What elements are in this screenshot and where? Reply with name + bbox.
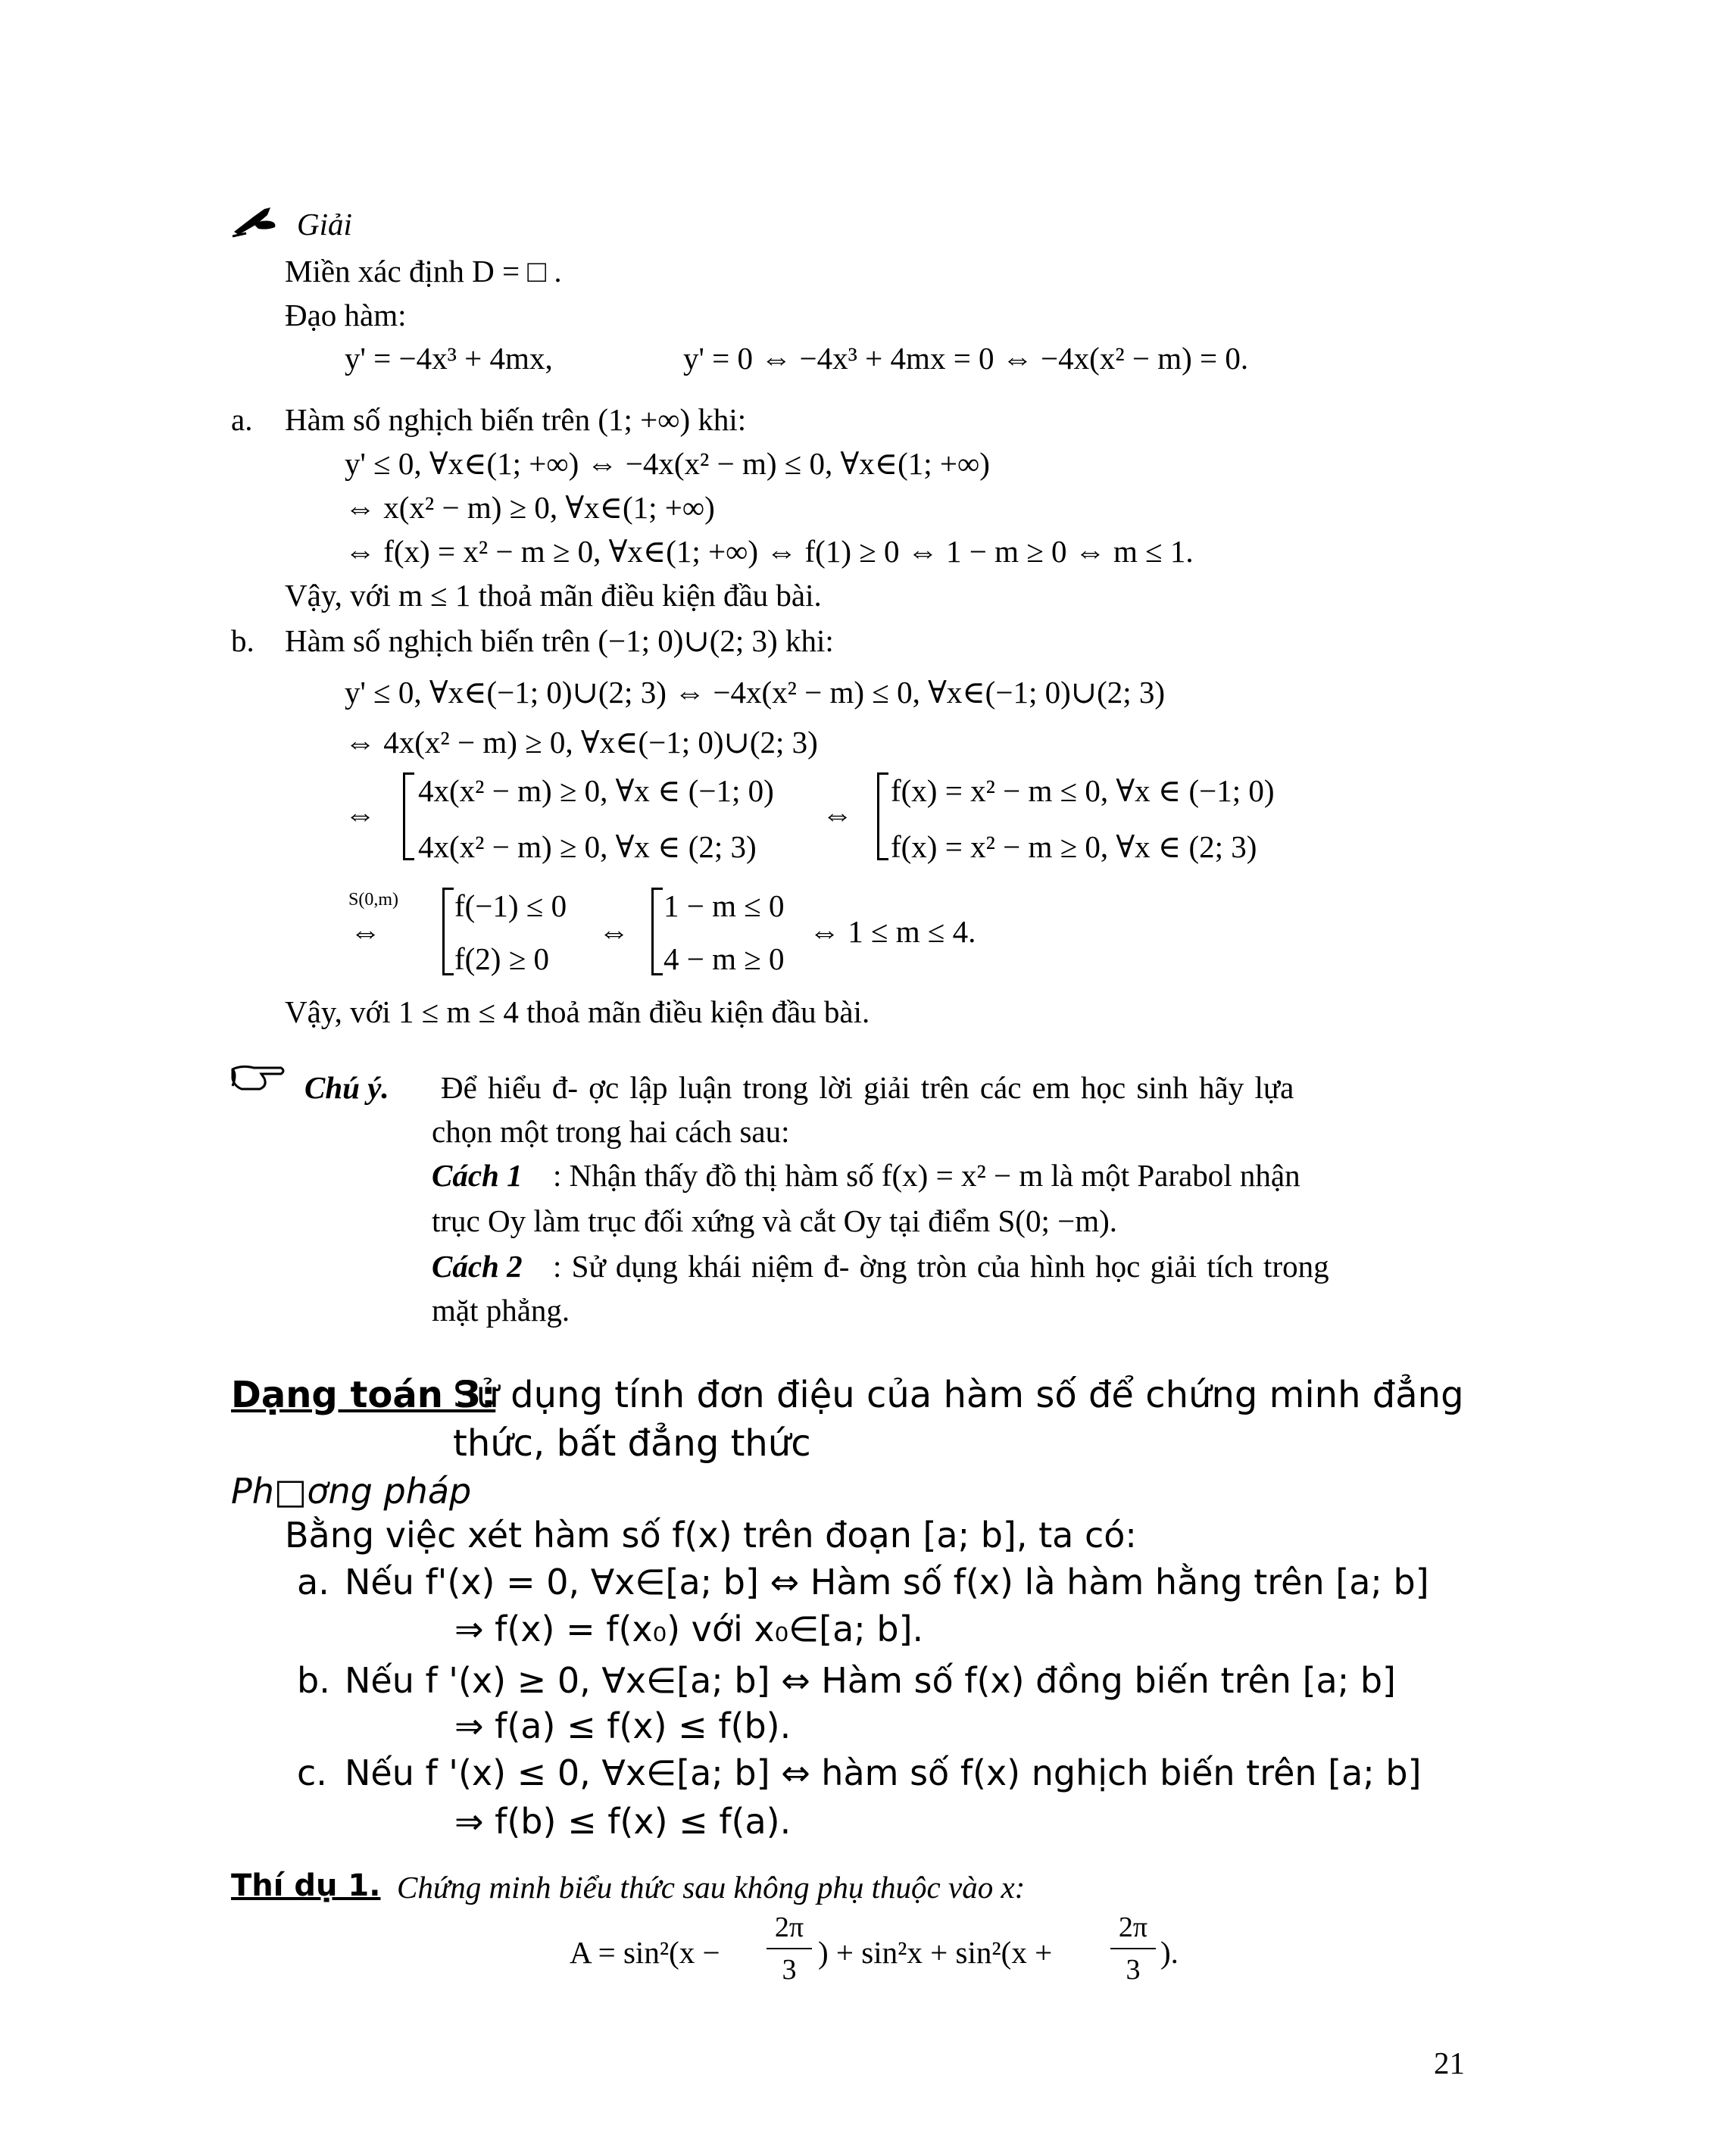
note-label: Chú ý.: [304, 1070, 389, 1105]
method1-label: Cách 1: [432, 1158, 523, 1193]
formula-part-c: ).: [1160, 1935, 1179, 1970]
derivative-label: Đạo hàm:: [285, 298, 407, 332]
example-statement: Chứng minh biểu thức sau không phụ thuộc vào x:: [397, 1870, 1026, 1905]
case-b-label: b.: [297, 1660, 330, 1701]
method2-line1: : Sử dụng khái niệm đ- ờng tròn của hình học giải tích trong: [553, 1249, 1329, 1284]
derivative-zero-formula: y' = 0 ⇔ −4x³ + 4mx = 0 ⇔ −4x(x² − m) = 0.: [683, 341, 1249, 376]
part-a-intro: Hàm số nghịch biến trên (1; +∞) khi:: [285, 402, 747, 437]
case-c-line1: Nếu f '(x) ≤ 0, ∀x∈[a; b] ⇔ hàm số f(x) nghịch biến trên [a; b]: [345, 1752, 1422, 1793]
s-label: S(0,m): [348, 890, 398, 910]
system-brace: [442, 888, 454, 975]
part-a-conclusion: Vậy, với m ≤ 1 thoả mãn điều kiện đầu bài.: [285, 578, 822, 613]
writing-hand-icon: [231, 203, 279, 238]
case-c-label: c.: [297, 1752, 327, 1793]
method2-line2: mặt phẳng.: [432, 1293, 570, 1328]
case-b-line2: ⇒ f(a) ≤ f(x) ≤ f(b).: [454, 1705, 792, 1746]
iff-symbol: ⇔: [598, 914, 629, 949]
method2-label: Cách 2: [432, 1249, 523, 1284]
part-a-line1: y' ≤ 0, ∀x∈(1; +∞) ⇔ −4x(x² − m) ≤ 0, ∀x∈(1; +∞): [345, 446, 990, 481]
fraction-two-pi-over-three: [1110, 1913, 1156, 1984]
section-title-line2: thức, bất đẳng thức: [453, 1422, 811, 1465]
part-b-line1: y' ≤ 0, ∀x∈(−1; 0)∪(2; 3) ⇔ −4x(x² − m) ≤ 0, ∀x∈(−1; 0)∪(2; 3): [345, 675, 1166, 710]
part-b-conclusion: Vậy, với 1 ≤ m ≤ 4 thoả mãn điều kiện đầu bài.: [285, 994, 870, 1029]
iff-symbol: ⇔: [350, 914, 381, 949]
formula-part-a: A = sin²(x −: [570, 1935, 720, 1970]
fraction-two-pi-over-three: [767, 1913, 812, 1984]
case-a-label: a.: [297, 1562, 329, 1602]
part-b-label: b.: [231, 623, 254, 658]
iff-symbol: ⇔: [822, 797, 853, 832]
system1-row1: 4x(x² − m) ≥ 0, ∀x ∈ (−1; 0): [418, 773, 774, 808]
fraction-denominator: 3: [1126, 1954, 1141, 1986]
method-intro: Bằng việc xét hàm số f(x) trên đoạn [a; b], ta có:: [285, 1515, 1137, 1556]
part-b-result: ⇔ 1 ≤ m ≤ 4.: [809, 914, 976, 949]
system4-row1: 1 − m ≤ 0: [663, 888, 785, 923]
section-label: Dạng toán 3:: [231, 1374, 496, 1416]
part-a-line2: ⇔ x(x² − m) ≥ 0, ∀x∈(1; +∞): [345, 490, 715, 525]
iff-symbol: ⇔: [345, 797, 376, 832]
domain-line: Miền xác định D = □ .: [285, 254, 562, 289]
system-brace: [877, 772, 888, 860]
method1-line1: : Nhận thấy đồ thị hàm số f(x) = x² − m là một Parabol nhận: [553, 1158, 1300, 1193]
case-b-line1: Nếu f '(x) ≥ 0, ∀x∈[a; b] ⇔ Hàm số f(x) đồng biến trên [a; b]: [345, 1660, 1396, 1701]
solution-heading: Giải: [297, 207, 352, 242]
note-line1: Để hiểu đ- ợc lập luận trong lời giải trên các em học sinh hãy lựa: [441, 1070, 1294, 1105]
system2-row1: f(x) = x² − m ≤ 0, ∀x ∈ (−1; 0): [891, 773, 1275, 808]
part-a-label: a.: [231, 402, 253, 437]
part-b-intro: Hàm số nghịch biến trên (−1; 0)∪(2; 3) khi:: [285, 623, 834, 658]
example-label: Thí dụ 1.: [231, 1868, 381, 1903]
method1-line2: trục Oy làm trục đối xứng và cắt Oy tại điểm S(0; −m).: [432, 1203, 1118, 1238]
system-brace: [651, 888, 663, 975]
formula-part-b: ) + sin²x + sin²(x +: [818, 1935, 1053, 1970]
system2-row2: f(x) = x² − m ≥ 0, ∀x ∈ (2; 3): [891, 829, 1257, 864]
fraction-numerator: 2π: [774, 1911, 804, 1943]
part-b-line2: ⇔ 4x(x² − m) ≥ 0, ∀x∈(−1; 0)∪(2; 3): [345, 725, 818, 760]
system4-row2: 4 − m ≥ 0: [663, 941, 785, 976]
pointing-hand-icon: [231, 1063, 286, 1092]
page-number: 21: [1434, 2046, 1465, 2080]
case-a-line2: ⇒ f(x) = f(x₀) với x₀∈[a; b].: [454, 1609, 924, 1649]
system3-row1: f(−1) ≤ 0: [454, 888, 567, 923]
fraction-denominator: 3: [782, 1954, 797, 1986]
system3-row2: f(2) ≥ 0: [454, 941, 549, 976]
system-brace: [403, 772, 414, 860]
case-c-line2: ⇒ f(b) ≤ f(x) ≤ f(a).: [454, 1801, 792, 1842]
case-a-line1: Nếu f'(x) = 0, ∀x∈[a; b] ⇔ Hàm số f(x) là hàm hằng trên [a; b]: [345, 1562, 1429, 1602]
section-title-line1: Sử dụng tính đơn điệu của hàm số để chứng minh đẳng: [453, 1374, 1464, 1416]
part-a-line3: ⇔ f(x) = x² − m ≥ 0, ∀x∈(1; +∞) ⇔ f(1) ≥ 0 ⇔ 1 − m ≥ 0 ⇔ m ≤ 1.: [345, 534, 1194, 569]
method-heading: Ph□ơng pháp: [231, 1471, 472, 1512]
system1-row2: 4x(x² − m) ≥ 0, ∀x ∈ (2; 3): [418, 829, 757, 864]
derivative-formula: y' = −4x³ + 4mx,: [345, 341, 553, 376]
fraction-numerator: 2π: [1118, 1911, 1148, 1943]
note-line2: chọn một trong hai cách sau:: [432, 1114, 790, 1149]
